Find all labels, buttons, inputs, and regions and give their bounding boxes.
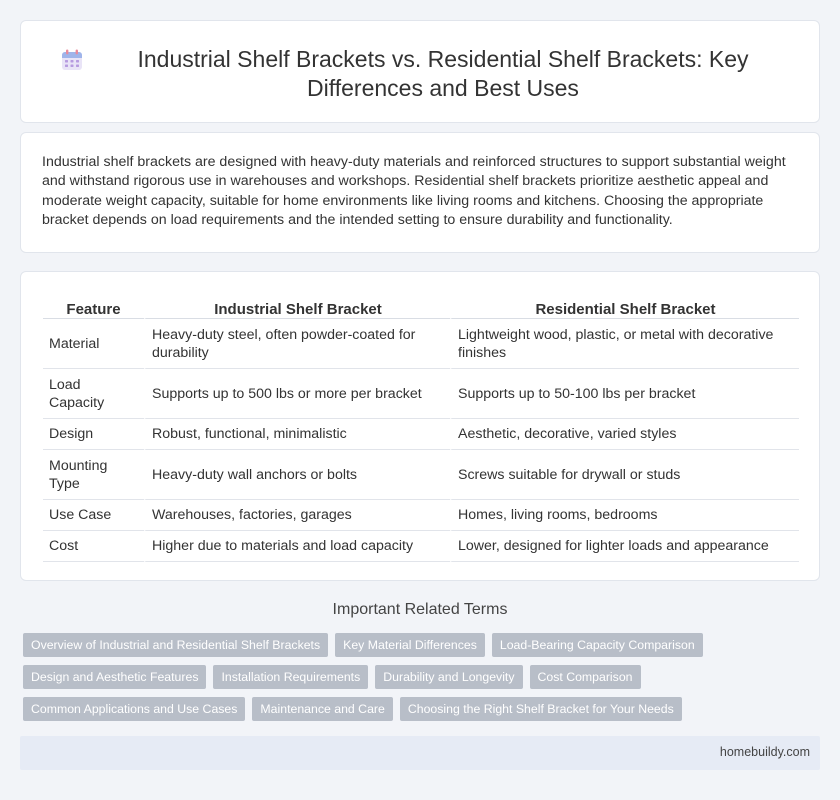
header-card bbox=[20, 20, 820, 123]
table-cell: Higher due to materials and load capacity bbox=[144, 531, 450, 562]
table-cell: Material bbox=[43, 319, 144, 369]
tag-installation[interactable]: Installation Requirements bbox=[213, 665, 368, 689]
related-terms-title: Important Related Terms bbox=[332, 601, 508, 618]
table-cell: Use Case bbox=[43, 500, 144, 531]
table-cell: Supports up to 50-100 lbs per bracket bbox=[450, 369, 799, 419]
table-cell: Heavy-duty wall anchors or bolts bbox=[144, 450, 450, 500]
footer-brand[interactable]: homebuildy.com bbox=[719, 745, 810, 759]
tag-cost-comparison[interactable]: Cost Comparison bbox=[530, 665, 641, 689]
table-row bbox=[43, 319, 799, 369]
table-row bbox=[43, 450, 799, 500]
column-header-industrial: Industrial Shelf Bracket bbox=[144, 296, 450, 319]
column-header-feature: Feature bbox=[43, 296, 144, 319]
tag-row bbox=[23, 665, 703, 689]
tag-overview[interactable]: Overview of Industrial and Residential Shelf Brackets bbox=[23, 633, 328, 657]
tag-row bbox=[23, 633, 703, 657]
table-header-row bbox=[43, 296, 799, 319]
table-cell: Load Capacity bbox=[43, 369, 144, 419]
table-row bbox=[43, 369, 799, 419]
table-row bbox=[43, 531, 799, 562]
calendar-icon bbox=[61, 49, 83, 71]
table-cell: Mounting Type bbox=[43, 450, 144, 500]
table-cell: Design bbox=[43, 419, 144, 450]
related-terms-tags bbox=[23, 633, 703, 729]
table-cell: Robust, functional, minimalistic bbox=[144, 419, 450, 450]
column-header-residential: Residential Shelf Bracket bbox=[450, 296, 799, 319]
table-cell: Homes, living rooms, bedrooms bbox=[450, 500, 799, 531]
table-cell: Warehouses, factories, garages bbox=[144, 500, 450, 531]
tag-material-differences[interactable]: Key Material Differences bbox=[335, 633, 485, 657]
table-cell: Heavy-duty steel, often powder-coated for durability bbox=[144, 319, 450, 369]
table-cell: Aesthetic, decorative, varied styles bbox=[450, 419, 799, 450]
tag-row bbox=[23, 697, 703, 721]
table-cell: Cost bbox=[43, 531, 144, 562]
comparison-card bbox=[20, 271, 820, 581]
tag-load-capacity[interactable]: Load-Bearing Capacity Comparison bbox=[492, 633, 703, 657]
intro-card bbox=[20, 132, 820, 253]
footer bbox=[20, 736, 820, 770]
intro-paragraph: Industrial shelf brackets are designed with heavy-duty materials and reinforced structures to support substantial weight and withstand rigorous use in warehouses and workshops. Residential shelf brackets prioritize aesthetic appeal and moderate weight capacity, suitable for home environments like living rooms and kitchens. Choosing the appropriate bracket depends on load requirements and the intended setting to ensure durability and functionality. bbox=[42, 154, 786, 229]
tag-durability[interactable]: Durability and Longevity bbox=[375, 665, 522, 689]
tag-design-aesthetic[interactable]: Design and Aesthetic Features bbox=[23, 665, 206, 689]
table-cell: Lower, designed for lighter loads and appearance bbox=[450, 531, 799, 562]
table-row bbox=[43, 500, 799, 531]
table-cell: Screws suitable for drywall or studs bbox=[450, 450, 799, 500]
comparison-table bbox=[43, 296, 799, 562]
tag-applications[interactable]: Common Applications and Use Cases bbox=[23, 697, 245, 721]
header bbox=[21, 45, 819, 103]
table-cell: Supports up to 500 lbs or more per bracket bbox=[144, 369, 450, 419]
page-title: Industrial Shelf Brackets vs. Residential Shelf Brackets: Key Differences and Best Uses bbox=[137, 46, 749, 101]
table-cell: Lightweight wood, plastic, or metal with decorative finishes bbox=[450, 319, 799, 369]
tag-maintenance[interactable]: Maintenance and Care bbox=[252, 697, 392, 721]
tag-choosing-bracket[interactable]: Choosing the Right Shelf Bracket for Your Needs bbox=[400, 697, 682, 721]
table-row bbox=[43, 419, 799, 450]
